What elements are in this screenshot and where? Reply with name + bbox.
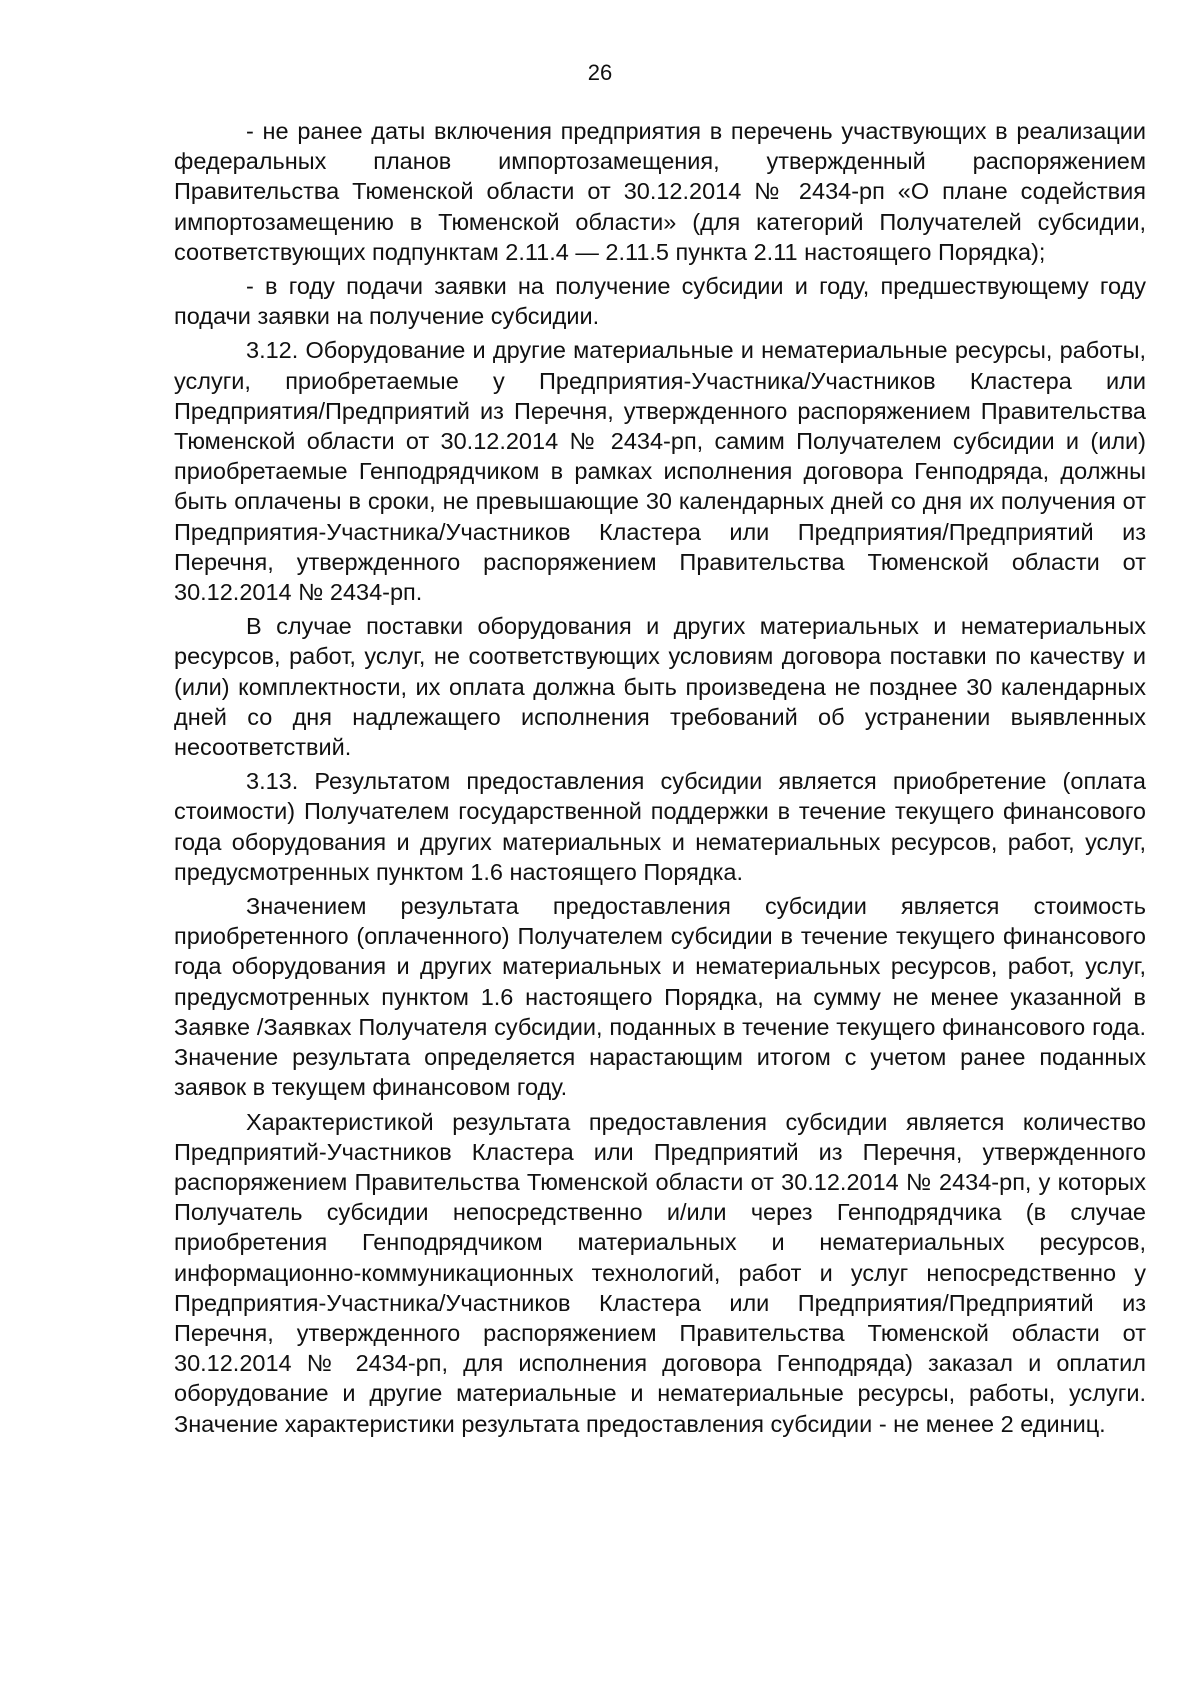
document-body	[174, 116, 1146, 1443]
page-number: 26	[587, 60, 613, 85]
paragraph-import-substitution-date: - не ранее даты включения предприятия в перечень участвующих в реализации федеральных планов импортозамещения, утвержденный распоряжением Правительства Тюменской области от 30.12.2014 № 2434-рп «О плане содействия импортозамещению в Тюменской области» (для категорий Получателей субсидии, соответствующих подпунктам 2.11.4 — 2.11.5 пункта 2.11 настоящего Порядка);	[174, 118, 1146, 265]
paragraph-defective-delivery: В случае поставки оборудования и других материальных и нематериальных ресурсов, работ, услуг, не соответствующих условиям договора поставки по качеству и (или) комплектности, их оплата должна быть произведена не позднее 30 календарных дней со дня надлежащего исполнения требований об устранении выявленных несоответствий.	[174, 613, 1146, 761]
paragraph-3-12: 3.12. Оборудование и другие материальные и нематериальные ресурсы, работы, услуги, приобретаемые у Предприятия-Участника/Участников Кластера или Предприятия/Предприятий из Перечня, утвержденного распоряжением Правительства Тюменской области от 30.12.2014 № 2434-рп, самим Получателем субсидии и (или) приобретаемые Генподрядчиком в рамках исполнения договора Генподряда, должны быть оплачены в сроки, не превышающие 30 календарных дней со дня их получения от Предприятия-Участника/Участников Кластера или Предприятия/Предприятий из Перечня, утвержденного распоряжением Правительства Тюменской области от 30.12.2014 № 2434-рп.	[174, 337, 1146, 606]
paragraph-3-13: 3.13. Результатом предоставления субсидии является приобретение (оплата стоимости) Получателем государственной поддержки в течение текущего финансового года оборудования и других материальных и нематериальных ресурсов, работ, услуг, предусмотренных пунктом 1.6 настоящего Порядка.	[174, 768, 1146, 885]
paragraph-result-value: Значением результата предоставления субсидии является стоимость приобретенного (оплаченного) Получателем субсидии в течение текущего финансового года оборудования и других материальных и нематериальных ресурсов, работ, услуг, предусмотренных пунктом 1.6 настоящего Порядка, на сумму не менее указанной в Заявке /Заявках Получателя субсидии, поданных в течение текущего финансового года. Значение результата определяется нарастающим итогом с учетом ранее поданных заявок в текущем финансовом году.	[174, 893, 1146, 1101]
paragraph-result-characteristic: Характеристикой результата предоставления субсидии является количество Предприятий-Участников Кластера или Предприятий из Перечня, утвержденного распоряжением Правительства Тюменской области от 30.12.2014 № 2434-рп, у которых Получатель субсидии непосредственно и/или через Генподрядчика (в случае приобретения Генподрядчиком материальных и нематериальных ресурсов, информационно-коммуникационных технологий, работ и услуг непосредственно у Предприятия-Участника/Участников Кластера или Предприятия/Предприятий из Перечня, утвержденного распоряжением Правительства Тюменской области от 30.12.2014 № 2434-рп, для исполнения договора Генподряда) заказал и оплатил оборудование и другие материальные и нематериальные ресурсы, работы, услуги. Значение характеристики результата предоставления субсидии - не менее 2 единиц.	[174, 1108, 1146, 1437]
paragraph-application-year: - в году подачи заявки на получение субсидии и году, предшествующему году подачи заявки на получение субсидии.	[174, 273, 1146, 330]
